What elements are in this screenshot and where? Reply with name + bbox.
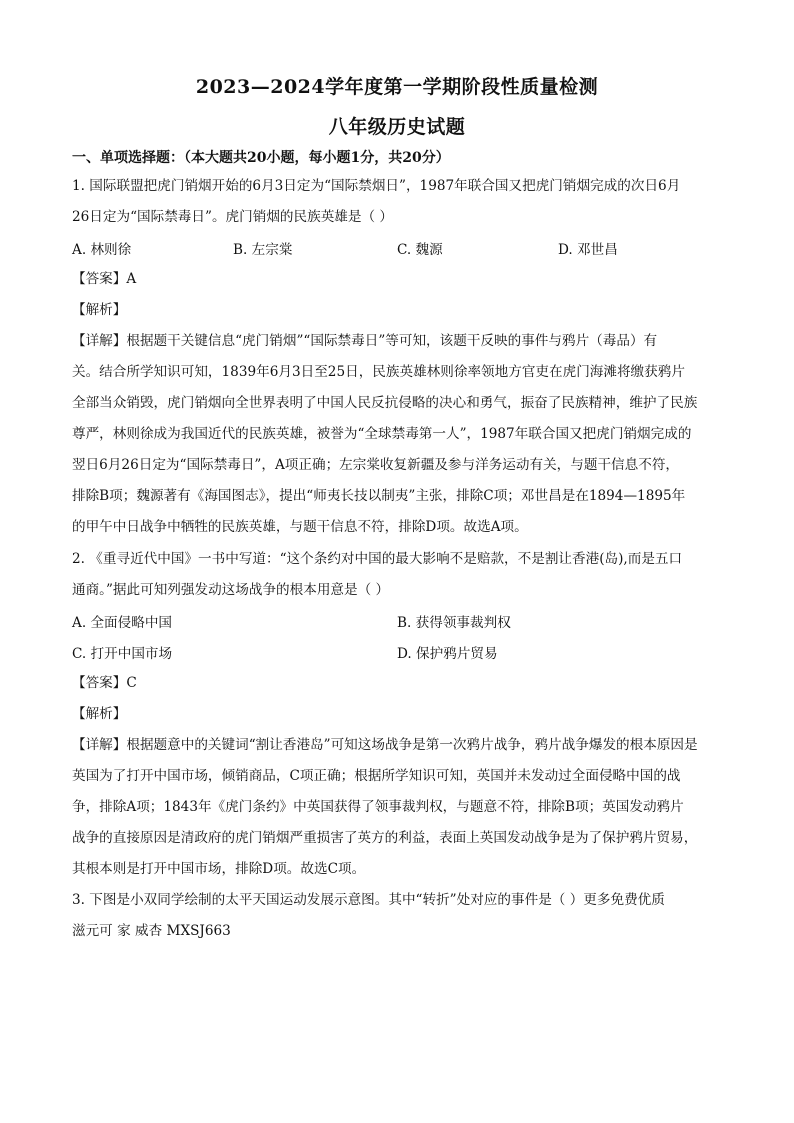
q1-option-c: C. 魏源 (397, 242, 443, 258)
q2-stem-line-1: 2. 《重寻近代中国》一书中写道：“这个条约对中国的最大影响不是赔款，不是割让香港(岛),而是五口 (72, 551, 683, 567)
q2-detail-line: 争，排除A项；1843年《虎门条约》中英国获得了领事裁判权，与题意不符，排除B项；英国发动鸦片 (72, 799, 684, 815)
q1-analysis-label: 【解析】 (72, 302, 127, 318)
exam-subtitle: 八年级历史试题 (328, 116, 466, 138)
q1-detail-line: 尊严，林则徐成为我国近代的民族英雄，被誉为“全球禁毒第一人”，1987年联合国又把虎门销烟完成的 (72, 426, 692, 442)
q2-answer: 【答案】C (72, 675, 137, 691)
q2-option-d: D. 保护鸦片贸易 (397, 646, 498, 662)
q1-detail-line: 的甲午中日战争中牺牲的民族英雄，与题干信息不符，排除D项。故选A项。 (72, 519, 528, 535)
q2-analysis-label: 【解析】 (72, 706, 127, 722)
q1-option-a: A. 林则徐 (72, 242, 132, 258)
exam-title: 2023—2024学年度第一学期阶段性质量检测 (195, 76, 599, 98)
q1-detail-line: 全部当众销毁，虎门销烟向全世界表明了中国人民反抗侵略的决心和勇气，振奋了民族精神，维护了民族 (72, 395, 698, 411)
q1-detail-line: 【详解】根据题干关键信息“虎门销烟”“国际禁毒日”等可知，该题干反映的事件与鸦片（毒品）有 (72, 333, 658, 349)
q2-detail-line: 战争的直接原因是清政府的虎门销烟严重损害了英方的利益，表面上英国发动战争是为了保护鸦片贸易， (72, 830, 698, 846)
q1-option-b: B. 左宗棠 (233, 242, 293, 258)
q3-stem-line-2: 滋元可 家 威杏 MXSJ663 (72, 923, 231, 939)
q1-stem-line-1: 1. 国际联盟把虎门销烟开始的6月3日定为“国际禁烟日”，1987年联合国又把虎门销烟完成的次日6月 (72, 178, 681, 194)
q1-detail-line: 翌日6月26日定为“国际禁毒日”，A项正确；左宗棠收复新疆及参与洋务运动有关，与题干信息不符， (72, 457, 680, 473)
q2-option-c: C. 打开中国市场 (72, 646, 173, 662)
q2-option-b: B. 获得领事裁判权 (397, 615, 511, 631)
q1-answer: 【答案】A (72, 271, 137, 287)
q1-detail-line: 关。结合所学知识可知，1839年6月3日至25日，民族英雄林则徐率领地方官吏在虎门海滩将缴获鸦片 (72, 364, 685, 380)
q1-detail-line: 排除B项；魏源著有《海国图志》，提出“师夷长技以制夷”主张，排除C项；邓世昌是在1894—1895年 (72, 488, 686, 504)
q2-stem-line-2: 通商。”据此可知列强发动这场战争的根本用意是（ ） (72, 582, 390, 598)
q2-option-a: A. 全面侵略中国 (72, 615, 173, 631)
section-heading: 一、单项选择题：（本大题共20小题，每小题1分，共20分） (72, 150, 450, 166)
q1-option-d: D. 邓世昌 (558, 242, 618, 258)
q2-detail-line: 其根本则是打开中国市场，排除D项。故选C项。 (72, 861, 366, 877)
q1-stem-line-2: 26日定为“国际禁毒日”。虎门销烟的民族英雄是（ ） (72, 209, 393, 225)
q3-stem-line-1: 3. 下图是小双同学绘制的太平天国运动发展示意图。其中“转折”处对应的事件是（ ）更多免费优质 (72, 892, 665, 908)
q2-detail-line: 英国为了打开中国市场，倾销商品，C项正确；根据所学知识可知，英国并未发动过全面侵略中国的战 (72, 768, 681, 784)
q2-detail-line: 【详解】根据题意中的关键词“割让香港岛”可知这场战争是第一次鸦片战争，鸦片战争爆发的根本原因是 (72, 737, 698, 753)
